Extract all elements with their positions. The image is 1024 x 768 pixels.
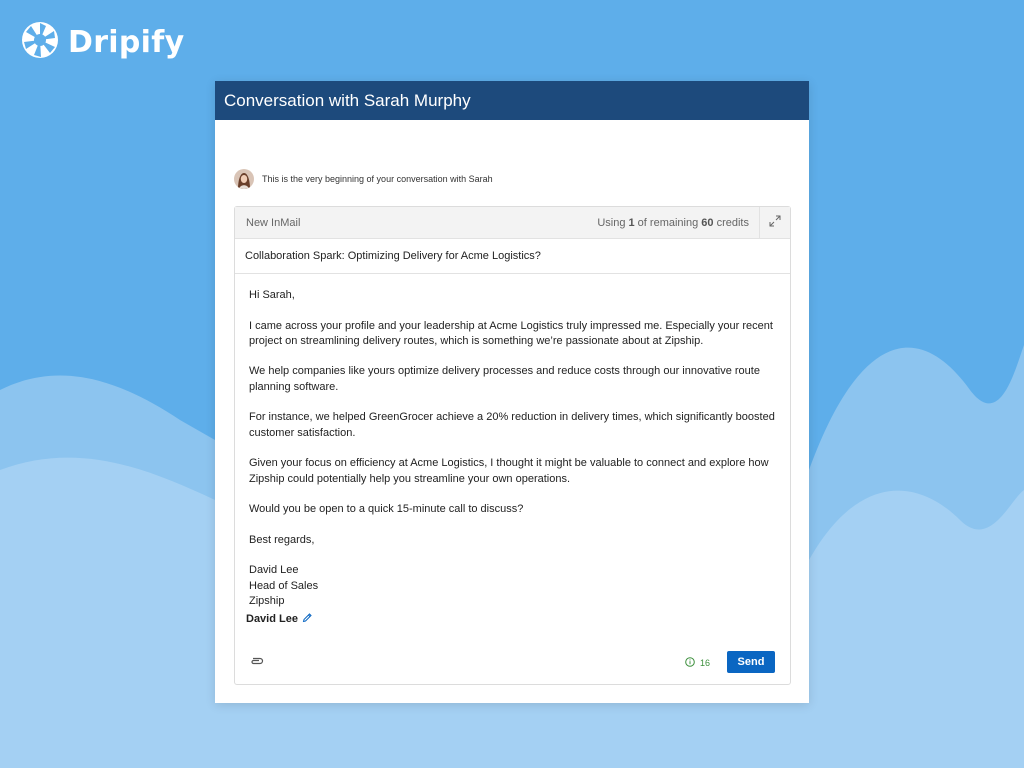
message-type-label: New InMail (246, 216, 301, 229)
info-icon (685, 657, 695, 669)
paperclip-icon (249, 654, 265, 671)
attach-button[interactable] (249, 654, 265, 672)
message-paragraph: We help companies like yours optimize delivery processes and reduce costs through our innovative route planning software. (249, 365, 760, 393)
conversation-intro (234, 169, 493, 189)
message-sig-title: Head of Sales (249, 579, 319, 592)
conversation-title: Conversation with Sarah Murphy (215, 81, 809, 120)
message-paragraph: Given your focus on efficiency at Acme Logistics, I thought it might be valuable to connect and explore how Zipship could potentially help you streamline your own operations. (249, 457, 769, 485)
credits-remaining: 60 (701, 216, 714, 229)
brand-name: Dripify (68, 25, 185, 60)
character-counter (685, 657, 710, 669)
message-paragraph: Would you be open to a quick 15-minute call to discuss? (249, 503, 524, 516)
brand-logo (20, 20, 184, 65)
credits-used: 1 (628, 216, 635, 229)
message-greeting: Hi Sarah, (249, 289, 295, 301)
conversation-window (215, 81, 809, 703)
message-closing: Best regards, (249, 533, 315, 546)
subject-field[interactable]: Collaboration Spark: Optimizing Delivery for Acme Logistics? (235, 239, 790, 274)
conversation-intro-text: This is the very beginning of your conversation with Sarah (262, 174, 493, 184)
composer-header (235, 207, 790, 239)
dripify-logo-icon (20, 20, 60, 65)
send-button[interactable]: Send (727, 651, 775, 673)
expand-icon (769, 214, 781, 232)
inmail-composer (234, 206, 791, 685)
avatar[interactable] (234, 169, 254, 189)
message-paragraph: I came across your profile and your leadership at Acme Logistics truly impressed me. Especially your recent project on streamlining delivery routes, which is something we’re passionate about at Zipship. (249, 319, 773, 347)
signature-label: David Lee (246, 613, 298, 625)
message-sig-company: Zipship (249, 594, 285, 607)
signature-selector (246, 612, 313, 626)
expand-button[interactable] (759, 207, 790, 238)
composer-footer (235, 644, 790, 684)
pencil-icon (302, 612, 313, 626)
character-count: 16 (699, 658, 710, 668)
message-paragraph: For instance, we helped GreenGrocer achieve a 20% reduction in delivery times, which significantly boosted customer satisfaction. (249, 411, 775, 439)
credits-info: Using 1 of remaining 60 credits (597, 216, 749, 229)
edit-signature-button[interactable] (302, 612, 313, 626)
message-body-field[interactable] (235, 274, 790, 609)
message-sig-name: David Lee (249, 564, 299, 577)
